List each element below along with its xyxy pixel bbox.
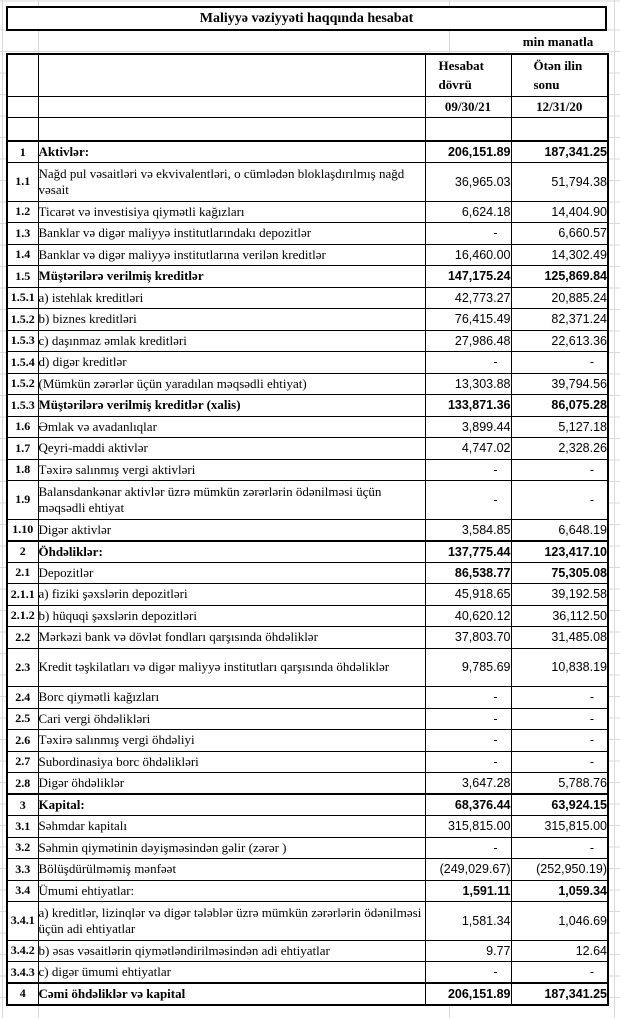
prior-period-value-cell: 14,404.90 bbox=[511, 201, 608, 223]
prior-period-value-cell: 75,305.08 bbox=[511, 562, 608, 584]
row-number-cell: 1 bbox=[7, 141, 38, 163]
prior-period-value-cell: 315,815.00 bbox=[511, 816, 608, 838]
prior-period-value-cell: 6,648.19 bbox=[511, 519, 608, 541]
table-row bbox=[7, 481, 608, 520]
table-row bbox=[7, 902, 608, 941]
row-label-cell: Borc qiymətli kağızları bbox=[38, 687, 425, 709]
prior-period-value-cell: 125,869.84 bbox=[511, 266, 608, 288]
table-row bbox=[7, 244, 608, 266]
table-row bbox=[7, 794, 608, 816]
prior-period-value-cell: 6,660.57 bbox=[511, 223, 608, 245]
current-period-value-cell: 40,620.12 bbox=[425, 605, 511, 627]
row-number-cell: 2.2 bbox=[7, 627, 38, 649]
row-number-cell: 2.6 bbox=[7, 730, 38, 752]
row-label-cell: Aktivlər: bbox=[38, 141, 425, 163]
current-period-value-cell: - bbox=[425, 352, 511, 374]
row-number-cell: 1.5.3 bbox=[7, 330, 38, 352]
table-row bbox=[7, 837, 608, 859]
empty-header-cell bbox=[38, 96, 425, 117]
table-row bbox=[7, 163, 608, 202]
prior-period-value-cell: 20,885.24 bbox=[511, 287, 608, 309]
row-label-cell: Banklar və digər maliyyə institutlarındakı depozitlər bbox=[38, 223, 425, 245]
spacer-row bbox=[7, 117, 608, 141]
prior-period-value-cell: 36,112.50 bbox=[511, 605, 608, 627]
row-label-cell: Qeyri-maddi aktivlər bbox=[38, 438, 425, 460]
table-row bbox=[7, 687, 608, 709]
prior-period-value-cell: 12.64 bbox=[511, 940, 608, 962]
row-label-cell: b) biznes kreditləri bbox=[38, 309, 425, 331]
prior-period-value-cell: 1,059.34 bbox=[511, 880, 608, 902]
current-period-value-cell: 137,775.44 bbox=[425, 541, 511, 563]
current-period-value-cell: 315,815.00 bbox=[425, 816, 511, 838]
row-label-cell: Müştərilərə verilmiş kreditlər bbox=[38, 266, 425, 288]
current-period-value-cell: 147,175.24 bbox=[425, 266, 511, 288]
row-number-cell: 2.8 bbox=[7, 773, 38, 795]
row-number-cell: 1.2 bbox=[7, 201, 38, 223]
table-row bbox=[7, 395, 608, 417]
row-label-cell: b) əsas vəsaitlərin qiymətləndirilməsindən adi ehtiyatlar bbox=[38, 940, 425, 962]
row-label-cell: Nağd pul vəsaitləri və ekvivalentləri, o cümlədən bloklaşdırılmış nağd vəsait bbox=[38, 163, 425, 202]
current-period-value-cell: - bbox=[425, 708, 511, 730]
row-label-cell: Ticarət və investisiya qiymətli kağızları bbox=[38, 201, 425, 223]
current-period-value-cell: - bbox=[425, 687, 511, 709]
table-row bbox=[7, 519, 608, 541]
row-number-cell: 3.4 bbox=[7, 880, 38, 902]
table-row bbox=[7, 201, 608, 223]
current-period-value-cell: 206,151.89 bbox=[425, 141, 511, 163]
row-label-cell: a) istehlak kreditləri bbox=[38, 287, 425, 309]
row-number-cell: 3.4.1 bbox=[7, 902, 38, 941]
current-period-value-cell: 42,773.27 bbox=[425, 287, 511, 309]
prior-period-value-cell: - bbox=[511, 687, 608, 709]
prior-period-value-cell: 82,371.24 bbox=[511, 309, 608, 331]
row-number-cell: 1.6 bbox=[7, 416, 38, 438]
table-row bbox=[7, 352, 608, 374]
row-number-cell: 3.1 bbox=[7, 816, 38, 838]
empty-cell bbox=[511, 117, 608, 141]
date-header-row bbox=[7, 96, 608, 117]
prior-period-value-cell: 86,075.28 bbox=[511, 395, 608, 417]
prior-period-value-cell: 2,328.26 bbox=[511, 438, 608, 460]
prior-period-value-cell: - bbox=[511, 730, 608, 752]
table-row bbox=[7, 309, 608, 331]
prior-period-value-cell: (252,950.19) bbox=[511, 859, 608, 881]
report-title: Maliyyə vəziyyəti haqqında hesabat bbox=[199, 10, 414, 26]
table-row bbox=[7, 627, 608, 649]
row-number-cell: 3.4.3 bbox=[7, 962, 38, 984]
row-number-cell: 4 bbox=[7, 983, 38, 1005]
row-label-cell: Səhmdar kapitalı bbox=[38, 816, 425, 838]
prior-period-value-cell: 5,127.18 bbox=[511, 416, 608, 438]
current-period-value-cell: 76,415.49 bbox=[425, 309, 511, 331]
prior-period-value-cell: - bbox=[511, 481, 608, 520]
prior-period-value-cell: 14,302.49 bbox=[511, 244, 608, 266]
current-period-value-cell: 9.77 bbox=[425, 940, 511, 962]
current-period-value-cell: 36,965.03 bbox=[425, 163, 511, 202]
prior-period-header bbox=[511, 54, 608, 96]
row-label-cell: Əmlak və avadanlıqlar bbox=[38, 416, 425, 438]
row-label-cell: Bölüşdürülməmiş mənfəət bbox=[38, 859, 425, 881]
current-period-value-cell: 3,584.85 bbox=[425, 519, 511, 541]
prior-period-value-cell: 123,417.10 bbox=[511, 541, 608, 563]
table-row bbox=[7, 773, 608, 795]
table-row bbox=[7, 730, 608, 752]
row-label-cell: Kredit təşkilatları və digər maliyyə institutları qarşısında öhdəliklər bbox=[38, 648, 425, 687]
prior-period-value-cell: 39,192.58 bbox=[511, 584, 608, 606]
table-row bbox=[7, 266, 608, 288]
prior-period-header-line1: Ötən ilin bbox=[533, 58, 583, 74]
empty-cell bbox=[38, 117, 425, 141]
empty-header-cell bbox=[38, 54, 425, 96]
row-number-cell: 1.5.1 bbox=[7, 287, 38, 309]
row-label-cell: Subordinasiya borc öhdəlikləri bbox=[38, 751, 425, 773]
table-row bbox=[7, 287, 608, 309]
row-number-cell: 1.5.3 bbox=[7, 395, 38, 417]
table-row bbox=[7, 584, 608, 606]
prior-period-value-cell: 31,485.08 bbox=[511, 627, 608, 649]
row-label-cell: Ümumi ehtiyatlar: bbox=[38, 880, 425, 902]
row-label-cell: Təxirə salınmış vergi öhdəliyi bbox=[38, 730, 425, 752]
row-label-cell: Digər aktivlər bbox=[38, 519, 425, 541]
row-number-cell: 1.1 bbox=[7, 163, 38, 202]
row-number-cell: 1.8 bbox=[7, 459, 38, 481]
current-period-value-cell: 3,899.44 bbox=[425, 416, 511, 438]
prior-period-value-cell: - bbox=[511, 837, 608, 859]
prior-period-value-cell: - bbox=[511, 459, 608, 481]
prior-period-header-line2: sonu bbox=[533, 77, 560, 93]
prior-period-value-cell: 39,794.56 bbox=[511, 373, 608, 395]
table-row bbox=[7, 373, 608, 395]
prior-period-value-cell: - bbox=[511, 352, 608, 374]
current-period-value-cell: - bbox=[425, 730, 511, 752]
current-period-value-cell: 45,918.65 bbox=[425, 584, 511, 606]
table-row bbox=[7, 562, 608, 584]
row-label-cell: Səhmin qiymətinin dəyişməsindən gəlir (zərər ) bbox=[38, 837, 425, 859]
prior-period-value-cell: 51,794.38 bbox=[511, 163, 608, 202]
row-label-cell: (Mümkün zərərlər üçün yaradılan məqsədli ehtiyat) bbox=[38, 373, 425, 395]
row-number-cell: 1.9 bbox=[7, 481, 38, 520]
prior-period-value-cell: 22,613.36 bbox=[511, 330, 608, 352]
current-period-value-cell: 27,986.48 bbox=[425, 330, 511, 352]
table-row bbox=[7, 605, 608, 627]
table-row bbox=[7, 708, 608, 730]
row-label-cell: Balansdankənar aktivlər üzrə mümkün zərərlərin ödənilməsi üçün məqsədli ehtiyat bbox=[38, 481, 425, 520]
row-label-cell: a) fiziki şəxslərin depozitləri bbox=[38, 584, 425, 606]
table-row bbox=[7, 880, 608, 902]
current-period-value-cell: 133,871.36 bbox=[425, 395, 511, 417]
row-number-cell: 1.3 bbox=[7, 223, 38, 245]
prior-period-value-cell: 5,788.76 bbox=[511, 773, 608, 795]
current-period-value-cell: - bbox=[425, 962, 511, 984]
current-period-value-cell: 1,591.11 bbox=[425, 880, 511, 902]
empty-cell bbox=[7, 117, 38, 141]
row-label-cell: d) digər kreditlər bbox=[38, 352, 425, 374]
row-label-cell: Depozitlər bbox=[38, 562, 425, 584]
row-label-cell: Banklar və digər maliyyə institutlarına verilən kreditlər bbox=[38, 244, 425, 266]
current-period-date: 09/30/21 bbox=[425, 96, 511, 117]
row-label-cell: b) hüquqi şəxslərin depozitləri bbox=[38, 605, 425, 627]
current-period-value-cell: 1,581.34 bbox=[425, 902, 511, 941]
row-number-cell: 1.5.4 bbox=[7, 352, 38, 374]
row-label-cell: Təxirə salınmış vergi aktivləri bbox=[38, 459, 425, 481]
row-label-cell: c) daşınmaz əmlak kreditləri bbox=[38, 330, 425, 352]
row-label-cell: a) kreditlər, lizinqlər və digər tələblər üzrə mümkün zərərlərin ödənilməsi üçün adi ehtiyatlar bbox=[38, 902, 425, 941]
prior-period-value-cell: 1,046.69 bbox=[511, 902, 608, 941]
empty-header-cell bbox=[7, 54, 38, 96]
current-period-header-line2: dövrü bbox=[438, 77, 472, 93]
current-period-value-cell: 206,151.89 bbox=[425, 983, 511, 1005]
row-number-cell: 2.3 bbox=[7, 648, 38, 687]
prior-period-value-cell: 187,341.25 bbox=[511, 141, 608, 163]
margin-gridline-left bbox=[2, 0, 3, 1018]
prior-period-value-cell: 10,838.19 bbox=[511, 648, 608, 687]
table-row bbox=[7, 751, 608, 773]
table-row bbox=[7, 940, 608, 962]
empty-header-cell bbox=[7, 96, 38, 117]
row-label-cell: Cari vergi öhdəlikləri bbox=[38, 708, 425, 730]
table-row bbox=[7, 816, 608, 838]
table-row bbox=[7, 223, 608, 245]
current-period-value-cell: 16,460.00 bbox=[425, 244, 511, 266]
prior-period-value-cell: - bbox=[511, 962, 608, 984]
current-period-value-cell: (249,029.67) bbox=[425, 859, 511, 881]
row-number-cell: 2.1.2 bbox=[7, 605, 38, 627]
current-period-value-cell: 6,624.18 bbox=[425, 201, 511, 223]
current-period-value-cell: 37,803.70 bbox=[425, 627, 511, 649]
current-period-value-cell: 4,747.02 bbox=[425, 438, 511, 460]
current-period-value-cell: - bbox=[425, 837, 511, 859]
row-label-cell: Digər öhdəliklər bbox=[38, 773, 425, 795]
row-label-cell: c) digər ümumi ehtiyatlar bbox=[38, 962, 425, 984]
current-period-value-cell: 68,376.44 bbox=[425, 794, 511, 816]
row-number-cell: 2.1.1 bbox=[7, 584, 38, 606]
table-row bbox=[7, 416, 608, 438]
table-row bbox=[7, 330, 608, 352]
row-label-cell: Müştərilərə verilmiş kreditlər (xalis) bbox=[38, 395, 425, 417]
financial-position-table bbox=[6, 53, 609, 1006]
prior-period-value-cell: - bbox=[511, 708, 608, 730]
row-label-cell: Öhdəliklər: bbox=[38, 541, 425, 563]
row-number-cell: 1.10 bbox=[7, 519, 38, 541]
current-period-header bbox=[425, 54, 511, 96]
table-row bbox=[7, 438, 608, 460]
current-period-value-cell: - bbox=[425, 459, 511, 481]
column-header-row bbox=[7, 54, 608, 96]
table-row bbox=[7, 962, 608, 984]
current-period-value-cell: 86,538.77 bbox=[425, 562, 511, 584]
table-row bbox=[7, 648, 608, 687]
table-row bbox=[7, 541, 608, 563]
current-period-value-cell: 9,785.69 bbox=[425, 648, 511, 687]
current-period-value-cell: - bbox=[425, 223, 511, 245]
row-label-cell: Kapital: bbox=[38, 794, 425, 816]
empty-cell bbox=[425, 117, 511, 141]
current-period-value-cell: 13,303.88 bbox=[425, 373, 511, 395]
report-title-box bbox=[6, 6, 607, 31]
margin-gridline-right bbox=[614, 0, 615, 1018]
current-period-header-line1: Hesabat bbox=[438, 58, 484, 74]
row-number-cell: 1.4 bbox=[7, 244, 38, 266]
prior-period-date: 12/31/20 bbox=[511, 96, 608, 117]
row-label-cell: Mərkəzi bank və dövlət fondları qarşısında öhdəliklər bbox=[38, 627, 425, 649]
prior-period-value-cell: 187,341.25 bbox=[511, 983, 608, 1005]
row-number-cell: 3 bbox=[7, 794, 38, 816]
row-number-cell: 1.5.2 bbox=[7, 309, 38, 331]
row-number-cell: 3.3 bbox=[7, 859, 38, 881]
row-number-cell: 2.4 bbox=[7, 687, 38, 709]
row-label-cell: Cəmi öhdəliklər və kapital bbox=[38, 983, 425, 1005]
current-period-value-cell: - bbox=[425, 751, 511, 773]
table-row bbox=[7, 141, 608, 163]
prior-period-value-cell: 63,924.15 bbox=[511, 794, 608, 816]
table-row bbox=[7, 859, 608, 881]
table-row bbox=[7, 983, 608, 1005]
table-row bbox=[7, 459, 608, 481]
row-number-cell: 1.5.2 bbox=[7, 373, 38, 395]
row-number-cell: 2.1 bbox=[7, 562, 38, 584]
row-number-cell: 2 bbox=[7, 541, 38, 563]
current-period-value-cell: 3,647.28 bbox=[425, 773, 511, 795]
row-number-cell: 1.5 bbox=[7, 266, 38, 288]
row-number-cell: 2.7 bbox=[7, 751, 38, 773]
row-number-cell: 1.7 bbox=[7, 438, 38, 460]
current-period-value-cell: - bbox=[425, 481, 511, 520]
unit-note-row bbox=[0, 31, 620, 53]
prior-period-value-cell: - bbox=[511, 751, 608, 773]
unit-note: min manatla bbox=[522, 34, 594, 49]
row-number-cell: 2.5 bbox=[7, 708, 38, 730]
row-number-cell: 3.2 bbox=[7, 837, 38, 859]
row-number-cell: 3.4.2 bbox=[7, 940, 38, 962]
